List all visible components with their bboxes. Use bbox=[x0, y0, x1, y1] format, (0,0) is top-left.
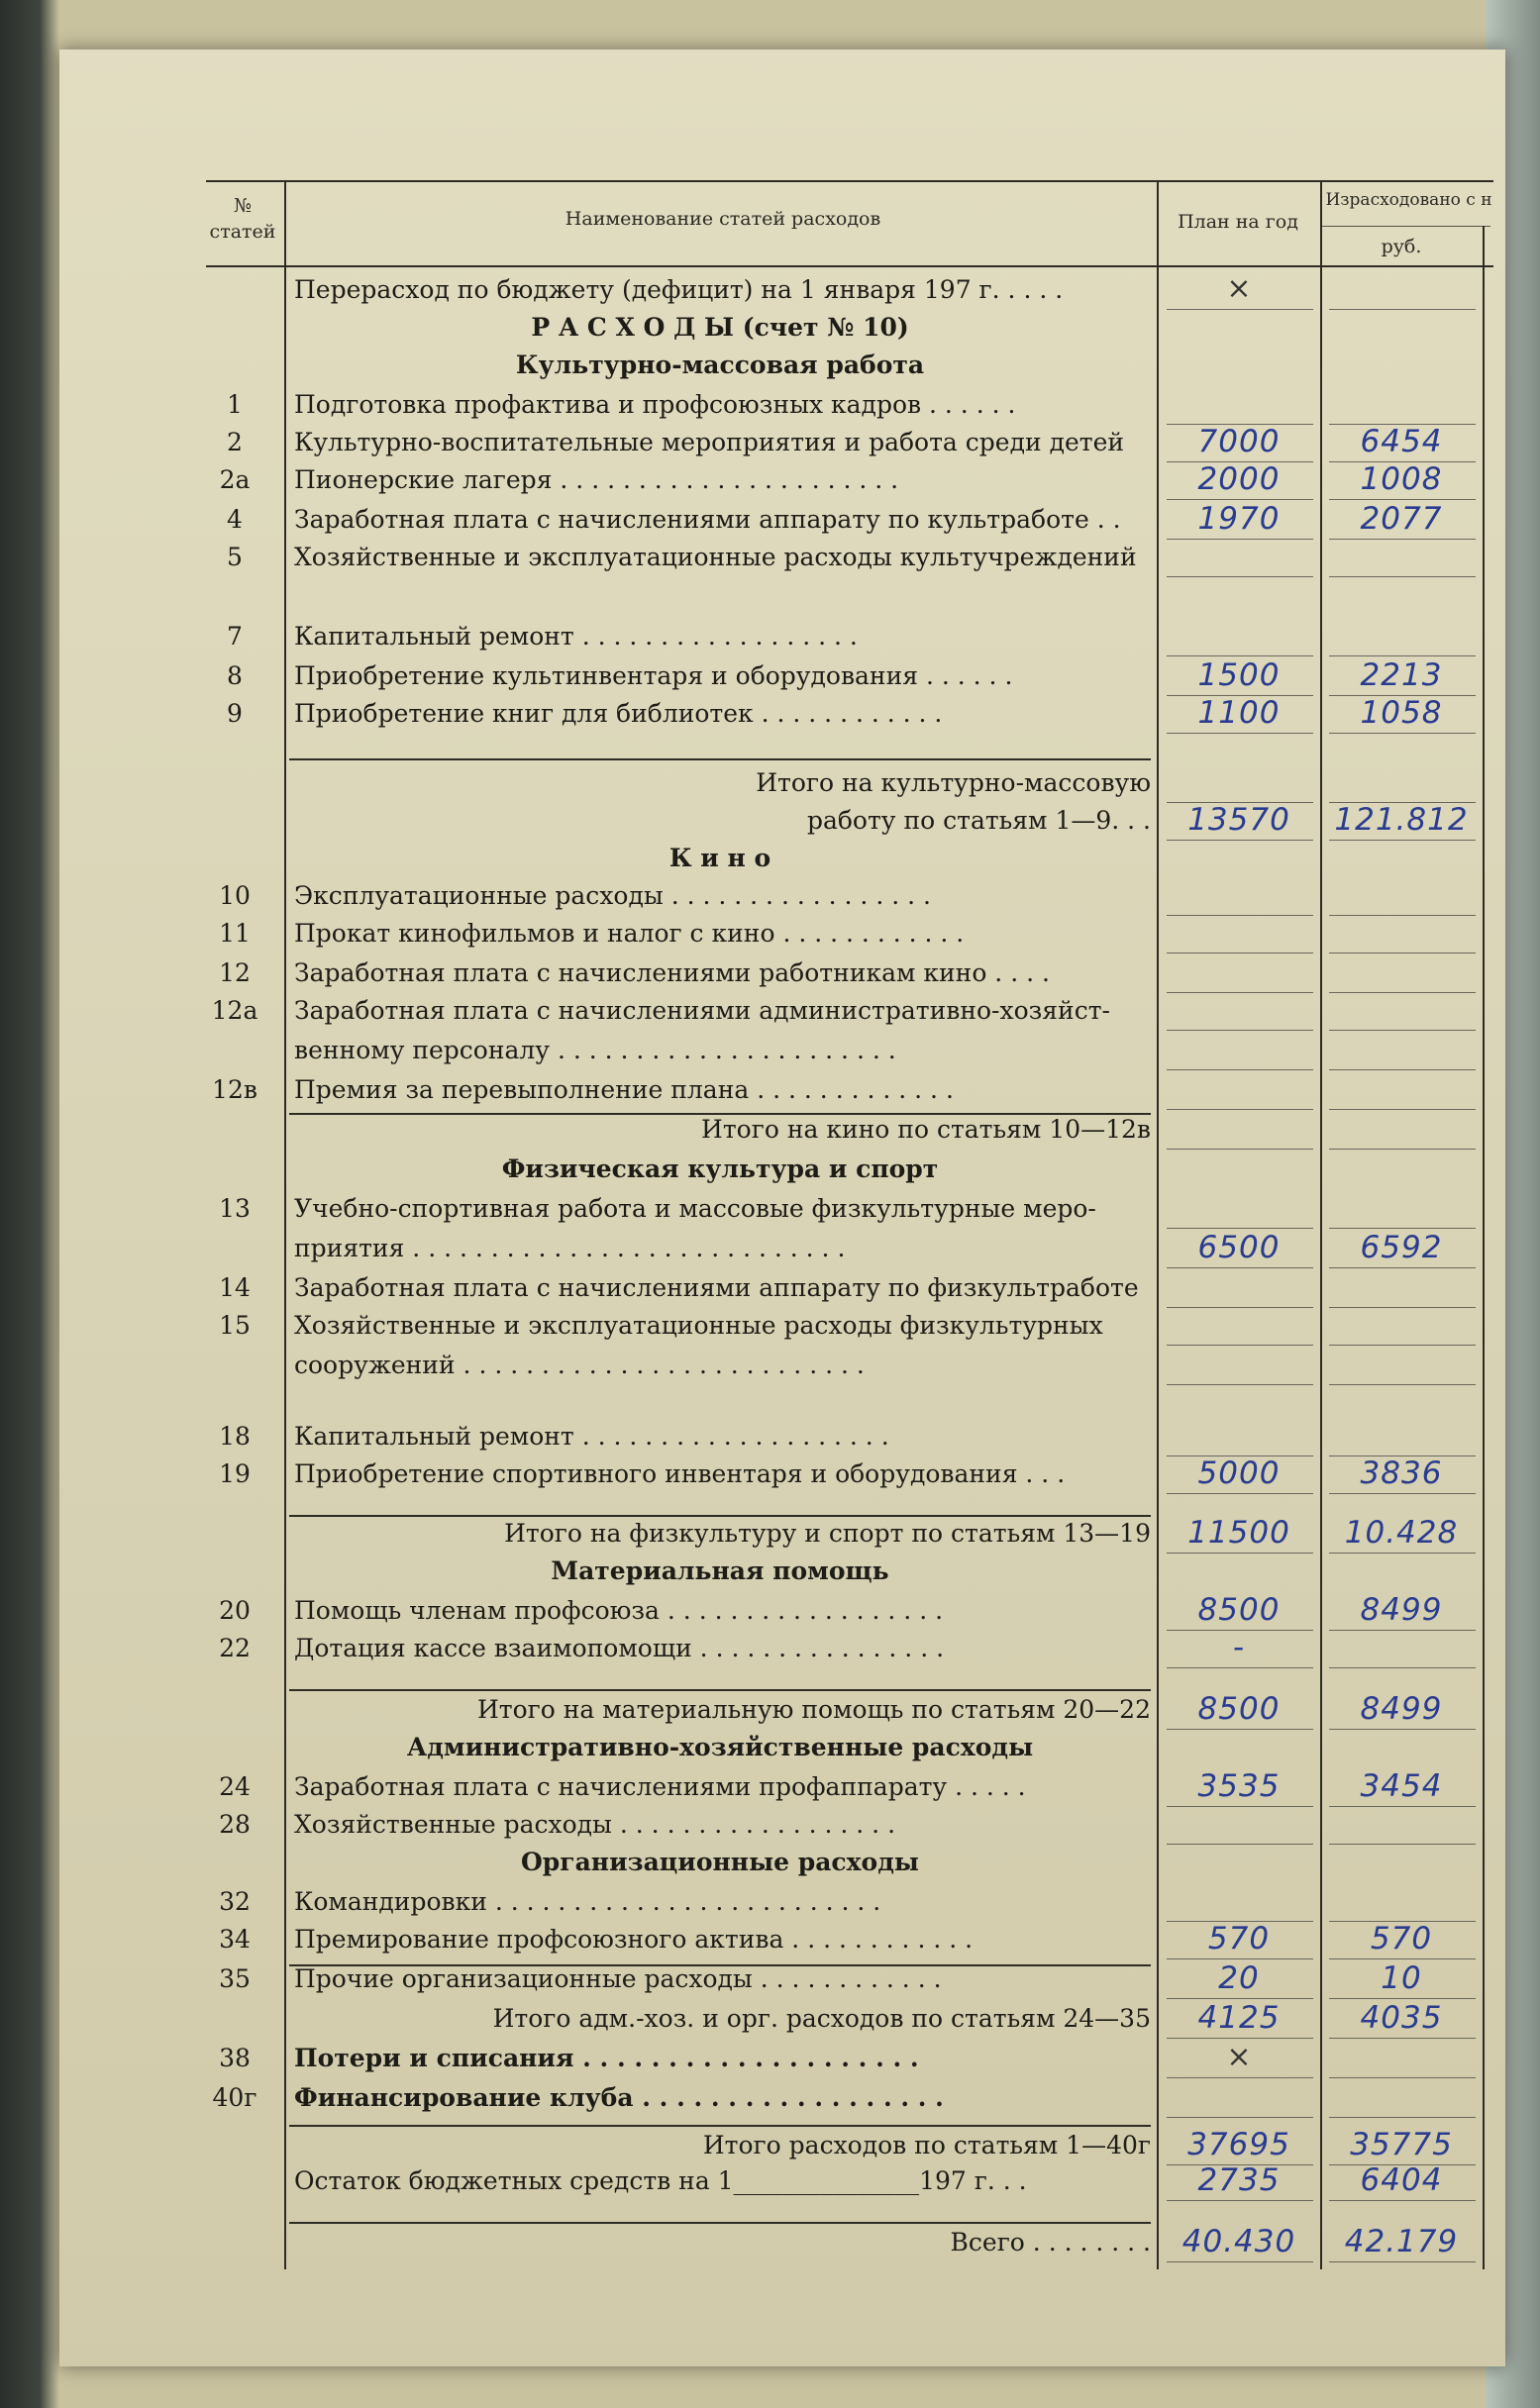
plan-value: 3535 bbox=[1197, 1768, 1281, 1804]
plan-value: 8500 bbox=[1197, 1592, 1281, 1628]
total-label: Всего . . . . . . . . bbox=[950, 2228, 1151, 2257]
row-number: 9 bbox=[227, 699, 243, 728]
section-heading: Р А С Х О Д Ы (счет № 10) bbox=[531, 313, 909, 342]
row-label: Прочие организационные расходы . . . . . . . . . . . . bbox=[294, 1964, 942, 1993]
fact-cell-line bbox=[1329, 1030, 1476, 1031]
plan-value: 37695 bbox=[1187, 2127, 1290, 2162]
plan-value: 5000 bbox=[1197, 1455, 1281, 1491]
section-heading: Материальная помощь bbox=[551, 1556, 889, 1585]
row-label: Премия за перевыполнение плана . . . . . . . . . . . . . bbox=[294, 1075, 954, 1104]
plan-cell-line bbox=[1167, 309, 1313, 310]
fact-cell-line bbox=[1329, 1958, 1476, 1959]
header-bottom-rule bbox=[206, 265, 1493, 267]
row-number: 35 bbox=[219, 1964, 251, 1993]
row-label: Капитальный ремонт . . . . . . . . . . . . . . . . . . bbox=[294, 622, 858, 651]
fact-cell-line bbox=[1329, 1307, 1476, 1308]
row-label: Дотация кассе взаимопомощи . . . . . . . . . . . . . . . . bbox=[294, 1634, 945, 1662]
plan-cell-line bbox=[1167, 1228, 1313, 1229]
fact-value: 35775 bbox=[1350, 2127, 1453, 2162]
fact-cell-line bbox=[1329, 2077, 1476, 2078]
section-heading: К и н о bbox=[668, 844, 771, 872]
fact-value: 42.179 bbox=[1344, 2224, 1459, 2259]
plan-value: 11500 bbox=[1187, 1515, 1290, 1551]
plan-cell-line bbox=[1167, 1958, 1313, 1959]
row-label: Заработная плата с начислениями аппарату по культработе . . bbox=[294, 505, 1121, 534]
row-number: 40г bbox=[212, 2083, 257, 2112]
row-number: 2а bbox=[219, 465, 251, 494]
fact-value: 8499 bbox=[1360, 1592, 1443, 1628]
total-label: Итого на материальную помощь по статьям 20—22 bbox=[476, 1695, 1151, 1724]
row-label: Потери и списания . . . . . . . . . . . . . . . . . . . . bbox=[294, 2044, 919, 2072]
row-label: Заработная плата с начислениями профаппарату . . . . . bbox=[294, 1772, 1026, 1801]
fact-cell-line bbox=[1329, 1729, 1476, 1730]
plan-value: 7000 bbox=[1197, 424, 1281, 459]
fact-value: 1058 bbox=[1360, 695, 1443, 731]
plan-cell-line bbox=[1167, 1069, 1313, 1070]
plan-value: 1100 bbox=[1197, 695, 1281, 731]
fact-value: 6454 bbox=[1360, 424, 1443, 459]
row-number: 14 bbox=[219, 1273, 251, 1302]
row-label: Культурно-воспитательные мероприятия и работа среди детей bbox=[294, 428, 1125, 456]
plan-value: × bbox=[1226, 271, 1252, 306]
header-col-spent: Израсходовано с н bbox=[1325, 190, 1492, 210]
row-label: Заработная плата с начислениями аппарату по физкультработе bbox=[294, 1273, 1139, 1302]
row-number: 22 bbox=[219, 1634, 251, 1662]
fact-cell-line bbox=[1329, 992, 1476, 993]
total-label: Итого на физкультуру и спорт по статьям 13—19 bbox=[504, 1519, 1151, 1548]
fact-value: 3836 bbox=[1360, 1455, 1443, 1491]
plan-cell-line bbox=[1167, 733, 1313, 734]
section-heading: Организационные расходы bbox=[521, 1848, 919, 1876]
plan-cell-line bbox=[1167, 1109, 1313, 1110]
row-number: 24 bbox=[219, 1772, 251, 1801]
fact-cell-line bbox=[1329, 1493, 1476, 1494]
row-label: Перерасход по бюджету (дефицит) на 1 января 197 г. . . . . bbox=[294, 275, 1064, 304]
plan-value: 20 bbox=[1218, 1960, 1260, 1996]
fact-cell-line bbox=[1329, 1667, 1476, 1668]
plan-value: 40.430 bbox=[1181, 2224, 1296, 2259]
fact-cell-line bbox=[1329, 2117, 1476, 2118]
row-number: 15 bbox=[219, 1311, 251, 1340]
plan-cell-line bbox=[1167, 992, 1313, 993]
row-label: Приобретение книг для библиотек . . . . . . . . . . . . bbox=[294, 699, 943, 728]
row-number: 12а bbox=[211, 996, 258, 1025]
fact-cell-line bbox=[1329, 1384, 1476, 1385]
row-number: 19 bbox=[219, 1459, 251, 1488]
row-number: 18 bbox=[219, 1422, 251, 1451]
header-top-rule bbox=[206, 180, 1493, 182]
row-number: 1 bbox=[227, 390, 243, 419]
fact-cell-line bbox=[1329, 655, 1476, 656]
row-label: Подготовка профактива и профсоюзных кадров . . . . . . bbox=[294, 390, 1016, 419]
plan-value: 1500 bbox=[1197, 657, 1281, 693]
plan-value: × bbox=[1226, 2040, 1252, 2074]
row-label: Хозяйственные расходы . . . . . . . . . . . . . . . . . . bbox=[294, 1810, 896, 1839]
plan-cell-line bbox=[1167, 2038, 1313, 2039]
col-divider-no bbox=[284, 180, 286, 2269]
header-col-plan: План на год bbox=[1178, 211, 1298, 233]
row-label: приятия . . . . . . . . . . . . . . . . . . . . . . . . . . . . bbox=[294, 1234, 846, 1262]
total-label: Итого адм.-хоз. и орг. расходов по статьям 24—35 bbox=[492, 2004, 1151, 2033]
fact-value: 3454 bbox=[1360, 1768, 1443, 1804]
plan-cell-line bbox=[1167, 1844, 1313, 1845]
fact-cell-line bbox=[1329, 1228, 1476, 1229]
row-number: 2 bbox=[227, 428, 243, 456]
plan-cell-line bbox=[1167, 1384, 1313, 1385]
row-number: 4 bbox=[227, 505, 243, 534]
row-label: Остаток бюджетных средств на 1_______________197 г. . . bbox=[294, 2166, 1027, 2195]
row-number: 12в bbox=[212, 1075, 257, 1104]
row-number: 11 bbox=[219, 919, 251, 948]
row-label: Приобретение культинвентаря и оборудования . . . . . . bbox=[294, 661, 1013, 690]
section-rule bbox=[289, 1689, 1151, 1691]
plan-cell-line bbox=[1167, 1149, 1313, 1150]
row-label: Заработная плата с начислениями административно-хозяйст- bbox=[294, 996, 1110, 1025]
fact-cell-line bbox=[1329, 2038, 1476, 2039]
fact-cell-line bbox=[1329, 309, 1476, 310]
plan-cell-line bbox=[1167, 1998, 1313, 1999]
header-col-rub: руб. bbox=[1381, 236, 1422, 257]
fact-value: 8499 bbox=[1360, 1691, 1443, 1727]
col-divider-fact bbox=[1483, 226, 1485, 2269]
plan-cell-line bbox=[1167, 2117, 1313, 2118]
fact-cell-line bbox=[1329, 576, 1476, 577]
plan-cell-line bbox=[1167, 499, 1313, 500]
fact-cell-line bbox=[1329, 1267, 1476, 1268]
row-label: венному персоналу . . . . . . . . . . . . . . . . . . . . . . bbox=[294, 1036, 896, 1064]
total-label: Итого расходов по статьям 1—40г bbox=[702, 2131, 1151, 2159]
plan-cell-line bbox=[1167, 1267, 1313, 1268]
section-heading: Физическая культура и спорт bbox=[501, 1154, 939, 1183]
plan-cell-line bbox=[1167, 840, 1313, 841]
fact-cell-line bbox=[1329, 2200, 1476, 2201]
fact-value: 2213 bbox=[1360, 657, 1443, 693]
row-number: 34 bbox=[219, 1925, 251, 1954]
row-number: 7 bbox=[227, 622, 243, 651]
col-divider-plan bbox=[1320, 180, 1322, 2269]
row-number: 13 bbox=[219, 1194, 251, 1223]
fact-value: 570 bbox=[1370, 1921, 1433, 1956]
plan-cell-line bbox=[1167, 539, 1313, 540]
plan-cell-line bbox=[1167, 2261, 1313, 2262]
fact-cell-line bbox=[1329, 1149, 1476, 1150]
fact-value: 6404 bbox=[1360, 2162, 1443, 2198]
header-col-name: Наименование статей расходов bbox=[565, 208, 881, 230]
plan-value: 2735 bbox=[1197, 2162, 1281, 2198]
col-divider-name bbox=[1157, 180, 1159, 2269]
plan-value: 2000 bbox=[1197, 461, 1281, 497]
plan-cell-line bbox=[1167, 1729, 1313, 1730]
plan-cell-line bbox=[1167, 1553, 1313, 1554]
plan-cell-line bbox=[1167, 1493, 1313, 1494]
header-col-no: № статей bbox=[209, 195, 276, 243]
fact-cell-line bbox=[1329, 1844, 1476, 1845]
fact-value: 1008 bbox=[1360, 461, 1443, 497]
plan-cell-line bbox=[1167, 1307, 1313, 1308]
row-label: Прокат кинофильмов и налог с кино . . . . . . . . . . . . bbox=[294, 919, 965, 948]
row-label: Хозяйственные и эксплуатационные расходы физкультурных bbox=[294, 1311, 1103, 1340]
plan-value: - bbox=[1232, 1630, 1246, 1665]
row-number: 10 bbox=[219, 881, 251, 910]
fact-cell-line bbox=[1329, 840, 1476, 841]
section-rule bbox=[289, 1515, 1151, 1517]
fact-cell-line bbox=[1329, 1553, 1476, 1554]
row-label: Капитальный ремонт . . . . . . . . . . . . . . . . . . . . bbox=[294, 1422, 889, 1451]
row-label: Финансирование клуба . . . . . . . . . . . . . . . . . . bbox=[294, 2083, 944, 2112]
fact-value: 6592 bbox=[1360, 1230, 1443, 1265]
section-heading: Культурно-массовая работа bbox=[515, 351, 925, 379]
plan-cell-line bbox=[1167, 1030, 1313, 1031]
fact-value: 10.428 bbox=[1344, 1515, 1459, 1551]
plan-value: 1970 bbox=[1197, 501, 1281, 537]
fact-cell-line bbox=[1329, 733, 1476, 734]
row-number: 5 bbox=[227, 543, 243, 571]
row-label: Премирование профсоюзного актива . . . . . . . . . . . . bbox=[294, 1925, 974, 1954]
section-rule bbox=[289, 1113, 1151, 1115]
row-number: 12 bbox=[219, 958, 251, 987]
row-number: 38 bbox=[219, 2044, 251, 2072]
row-label: Заработная плата с начислениями работникам кино . . . . bbox=[294, 958, 1050, 987]
plan-value: 6500 bbox=[1197, 1230, 1281, 1265]
row-label: Пионерские лагеря . . . . . . . . . . . . . . . . . . . . . . bbox=[294, 465, 899, 494]
fact-cell-line bbox=[1329, 1806, 1476, 1807]
row-label: Учебно-спортивная работа и массовые физкультурные меро- bbox=[294, 1194, 1096, 1223]
header-sub-rule bbox=[1322, 226, 1490, 227]
row-label: Эксплуатационные расходы . . . . . . . . . . . . . . . . . bbox=[294, 881, 931, 910]
row-label: Командировки . . . . . . . . . . . . . . . . . . . . . . . . . bbox=[294, 1887, 881, 1916]
row-label: сооружений . . . . . . . . . . . . . . . . . . . . . . . . . . bbox=[294, 1351, 865, 1379]
fact-cell-line bbox=[1329, 1630, 1476, 1631]
plan-value: 4125 bbox=[1197, 2000, 1281, 2036]
row-number: 32 bbox=[219, 1887, 251, 1916]
section-heading: Административно-хозяйственные расходы bbox=[406, 1733, 1034, 1761]
plan-cell-line bbox=[1167, 2200, 1313, 2201]
plan-cell-line bbox=[1167, 915, 1313, 916]
plan-value: 13570 bbox=[1187, 802, 1290, 838]
plan-cell-line bbox=[1167, 655, 1313, 656]
plan-cell-line bbox=[1167, 1345, 1313, 1346]
plan-value: 570 bbox=[1207, 1921, 1271, 1956]
row-label: Хозяйственные и эксплуатационные расходы культучреждений bbox=[294, 543, 1137, 571]
section-rule bbox=[289, 758, 1151, 760]
plan-cell-line bbox=[1167, 1667, 1313, 1668]
total-label: Итого на культурно-массовую bbox=[756, 768, 1151, 797]
fact-cell-line bbox=[1329, 1998, 1476, 1999]
fact-value: 4035 bbox=[1360, 2000, 1443, 2036]
plan-cell-line bbox=[1167, 1806, 1313, 1807]
fact-cell-line bbox=[1329, 2261, 1476, 2262]
section-rule bbox=[289, 2222, 1151, 2224]
total-label: Итого на кино по статьям 10—12в bbox=[701, 1115, 1151, 1144]
row-label: Помощь членам профсоюза . . . . . . . . . . . . . . . . . . bbox=[294, 1596, 944, 1625]
plan-cell-line bbox=[1167, 2077, 1313, 2078]
row-number: 20 bbox=[219, 1596, 251, 1625]
fact-value: 10 bbox=[1381, 1960, 1422, 1996]
fact-cell-line bbox=[1329, 1345, 1476, 1346]
fact-cell-line bbox=[1329, 1109, 1476, 1110]
row-number: 28 bbox=[219, 1810, 251, 1839]
section-rule bbox=[289, 1964, 1151, 1966]
section-rule bbox=[289, 2125, 1151, 2127]
fact-cell-line bbox=[1329, 915, 1476, 916]
fact-cell-line bbox=[1329, 539, 1476, 540]
fact-value: 121.812 bbox=[1334, 802, 1469, 838]
fact-value: 2077 bbox=[1360, 501, 1443, 537]
fact-cell-line bbox=[1329, 1069, 1476, 1070]
row-number: 8 bbox=[227, 661, 243, 690]
row-label: Приобретение спортивного инвентаря и оборудования . . . bbox=[294, 1459, 1066, 1488]
plan-cell-line bbox=[1167, 576, 1313, 577]
total-label: работу по статьям 1—9. . . bbox=[806, 806, 1151, 835]
fact-cell-line bbox=[1329, 499, 1476, 500]
plan-value: 8500 bbox=[1197, 1691, 1281, 1727]
